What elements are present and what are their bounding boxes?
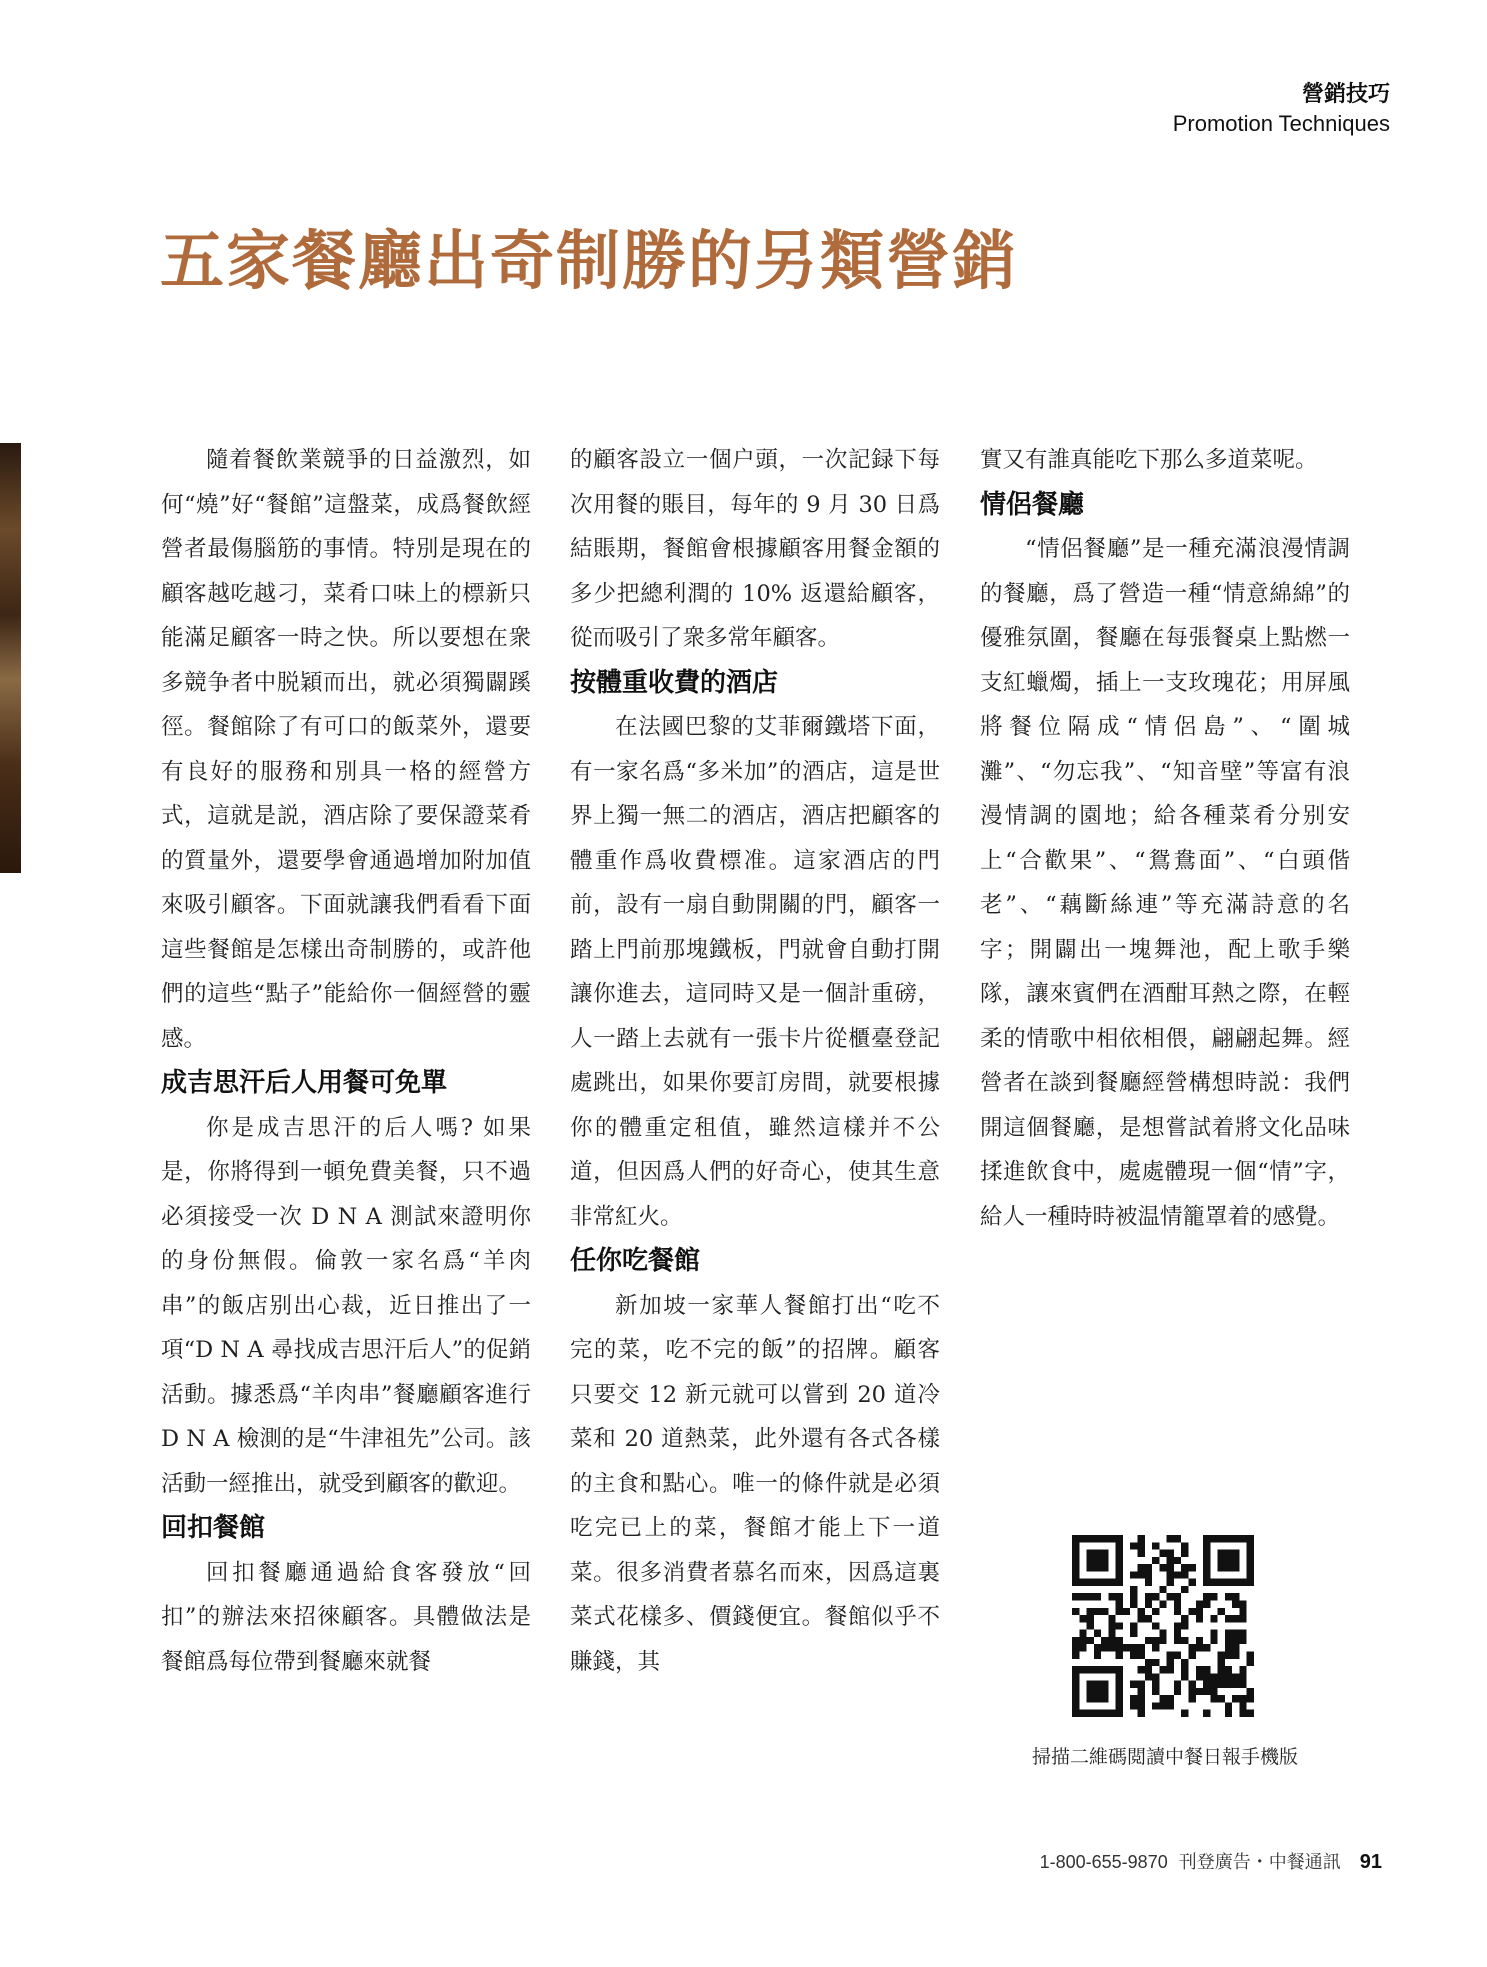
subheading-all-you-can-eat: 任你吃餐館 [570, 1246, 701, 1276]
article-column-2 [570, 438, 940, 1684]
paragraph-all-you-can-eat-start: 新加坡一家華人餐館打出“吃不完的菜，吃不完的飯”的招牌。顧客只要交 12 新元就可以嘗到 20 道冷菜和 20 道熱菜，此外還有各式各樣的主食和點心。唯一的條件就是必須吃完已上的菜，餐館才能上下一道菜。很多消費者慕名而來，因爲這裏菜式花樣多、價錢便宜。餐館似乎不賺錢，其 [570, 1292, 940, 1675]
subheading-weight-hotel: 按體重收費的酒店 [570, 667, 779, 698]
page-footer [1034, 1848, 1382, 1874]
article-column-3 [980, 438, 1350, 1239]
subheading-couples-restaurant: 情侶餐廳 [980, 489, 1085, 520]
paragraph-rebate-start: 回扣餐廳通過給食客發放“回扣”的辦法來招徠顧客。具體做法是餐館爲每位帶到餐廳來就餐 [161, 1559, 531, 1675]
subheading-rebate-restaurant: 回扣餐館 [161, 1513, 266, 1543]
qr-code-icon[interactable] [1072, 1535, 1254, 1717]
paragraph-genghis-khan: 你是成吉思汗的后人嗎? 如果是，你將得到一頓免費美餐，只不過必須接受一次 D N A 測試來證明你的身份無假。倫敦一家名爲“羊肉串”的飯店别出心裁，近日推出了一項“D N A 尋找成吉思汗后人”的促銷活動。據悉爲“羊肉串”餐廳顧客進行 D N A 檢測的是“牛津祖先”公司。該活動一經推出，就受到顧客的歡迎。 [161, 1114, 531, 1497]
paragraph-intro: 隨着餐飲業競爭的日益激烈，如何“燒”好“餐館”這盤菜，成爲餐飲經營者最傷腦筋的事情。特別是現在的顧客越吃越刁，菜肴口味上的標新只能滿足顧客一時之快。所以要想在衆多競争者中脱穎而出，就必須獨闢蹊徑。餐館除了有可口的飯菜外，還要有良好的服務和別具一格的經營方式，這就是説，酒店除了要保證菜肴的質量外，還要學會通過增加附加值來吸引顧客。下面就讓我們看看下面這些餐館是怎樣出奇制勝的，或許他們的這些“點子”能給你一個經營的靈感。 [161, 447, 531, 1052]
footer-label: 刊登廣告・中餐通訊 [1178, 1852, 1341, 1872]
section-label-english: Promotion Techniques [1172, 111, 1390, 136]
qr-caption: 掃描二維碼閲讀中餐日報手機版 [1031, 1746, 1298, 1768]
footer-phone: 1-800-655-9870 [1039, 1852, 1168, 1872]
paragraph-rebate-end: 的顧客設立一個户頭，一次記録下每次用餐的賬目，每年的 9 月 30 日爲結賬期，餐館會根據顧客用餐金額的多少把總利潤的 10% 返還給顧客，從而吸引了衆多常年顧客。 [570, 447, 940, 651]
paragraph-weight-hotel: 在法國巴黎的艾菲爾鐵塔下面，有一家名爲“多米加”的酒店，這是世界上獨一無二的酒店，酒店把顧客的體重作爲收費標准。這家酒店的門前，設有一扇自動開關的門，顧客一踏上門前那塊鐵板，門就會自動打開讓你進去，這同時又是一個計重磅，人一踏上去就有一張卡片從櫃臺登記處跳出，如果你要訂房間，就要根據你的體重定租值，雖然這樣并不公道，但因爲人們的好奇心，使其生意非常紅火。 [570, 714, 940, 1230]
section-header [1173, 80, 1390, 138]
section-label-chinese: 營銷技巧 [1301, 82, 1390, 107]
subheading-genghis-khan: 成吉思汗后人用餐可免單 [161, 1068, 448, 1098]
paragraph-all-you-can-eat-end: 實又有誰真能吃下那么多道菜呢。 [980, 447, 1318, 473]
article-column-1 [161, 438, 531, 1684]
article-title: 五家餐廳出奇制勝的另類營銷 [160, 224, 1018, 299]
paragraph-couples-restaurant: “情侶餐廳”是一種充滿浪漫情調的餐廳，爲了營造一種“情意綿綿”的優雅氛圍，餐廳在每張餐桌上點燃一支紅蠟燭，插上一支玫瑰花；用屏風將餐位隔成“情侶島”、“圍城灘”、“勿忘我”、“知音壁”等富有浪漫情調的園地；給各種菜肴分别安上“合歡果”、“鴛鴦面”、“白頭偕老”、“藕斷絲連”等充滿詩意的名字；開闢出一塊舞池，配上歌手樂隊，讓來賓們在酒酣耳熱之際，在輕柔的情歌中相依相偎，翩翩起舞。經營者在談到餐廳經營構想時説：我們開這個餐廳，是想嘗試着將文化品味揉進飲食中，處處體現一個“情”字，給人一種時時被温情籠罩着的感覺。 [980, 536, 1350, 1230]
page-number: 91 [1359, 1851, 1382, 1873]
side-photo-strip [0, 443, 21, 873]
